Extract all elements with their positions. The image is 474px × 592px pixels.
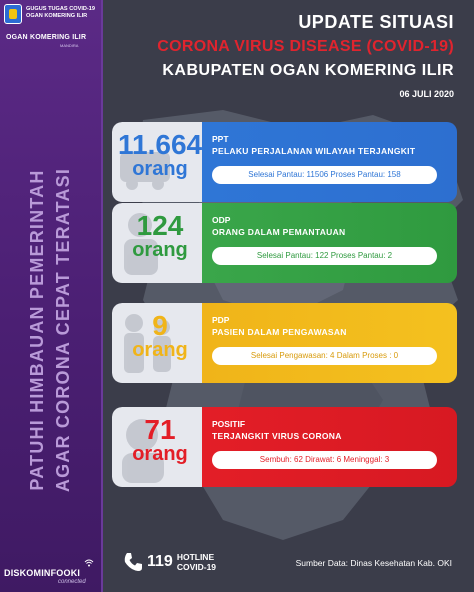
oki-logo-text: OGAN KOMERING ILIR — [6, 34, 87, 41]
stat-card-number-panel — [112, 203, 202, 283]
stat-card-info-panel — [202, 407, 457, 487]
stat-card-pdp — [112, 303, 457, 383]
phone-icon — [122, 551, 144, 573]
gugus-line-2: OGAN KOMERING ILIR — [26, 13, 88, 19]
stat-category: POSITIF — [212, 419, 246, 429]
stat-description: PELAKU PERJALANAN WILAYAH TERJANGKIT — [212, 146, 416, 156]
stat-detail: Selesai Pengawasan: 4 Dalam Proses : 0 — [212, 347, 437, 365]
report-date: 06 JULI 2020 — [399, 89, 454, 99]
stat-unit: orang — [132, 158, 188, 180]
stat-card-info-panel — [202, 203, 457, 283]
stat-unit: orang — [132, 443, 188, 465]
stat-card-number-panel — [112, 303, 202, 383]
stat-card-info-panel — [202, 303, 457, 383]
stat-detail: Sembuh: 62 Dirawat: 6 Meninggal: 3 — [212, 451, 437, 469]
stat-number: 11.664 — [118, 129, 203, 160]
appeal-vertical-text — [24, 168, 76, 492]
stat-category: ODP — [212, 215, 231, 225]
stat-number: 71 — [144, 414, 176, 445]
stat-number: 9 — [152, 310, 168, 341]
hotline-number: 119 — [147, 553, 173, 570]
stat-description: ORANG DALAM PEMANTAUAN — [212, 227, 346, 237]
gugus-line-1: GUGUS TUGAS COVID-19 — [26, 6, 95, 12]
hotline[interactable] — [122, 551, 216, 573]
stat-category: PDP — [212, 315, 230, 325]
stat-description: PASIEN DALAM PENGAWASAN — [212, 327, 347, 337]
stat-number: 124 — [136, 210, 184, 241]
wifi-icon — [84, 558, 94, 568]
stat-detail: Selesai Pantau: 11506 Proses Pantau: 158 — [212, 166, 437, 184]
stat-category: PPT — [212, 134, 229, 144]
stat-card-ppt — [112, 122, 457, 202]
stat-detail: Selesai Pantau: 122 Proses Pantau: 2 — [212, 247, 437, 265]
task-force-text — [26, 6, 95, 20]
appeal-line-2: AGAR CORONA CEPAT TERATASI — [53, 167, 73, 493]
hotline-label — [177, 552, 216, 572]
task-force-logo — [4, 4, 95, 24]
stat-unit: orang — [132, 239, 188, 261]
hotline-label-2: COVID-19 — [176, 562, 217, 572]
stat-card-odp — [112, 203, 457, 283]
stat-card-positif — [112, 407, 457, 487]
sidebar — [0, 0, 103, 592]
stat-description: TERJANGKIT VIRUS CORONA — [212, 431, 342, 441]
stat-card-number-panel — [112, 407, 202, 487]
emblem-icon — [4, 4, 22, 24]
data-source: Sumber Data: Dinas Kesehatan Kab. OKI — [295, 558, 452, 568]
oki-logo-subtext: MANDIRA — [60, 43, 79, 48]
stat-card-number-panel — [112, 122, 202, 202]
stat-unit: orang — [132, 339, 188, 361]
page-title: UPDATE SITUASI — [298, 12, 454, 32]
diskominfo-logo: DISKOMINFOOKI — [4, 568, 81, 578]
diskominfo-tagline: connected — [58, 579, 86, 585]
page-subtitle: CORONA VIRUS DISEASE (COVID-19) — [157, 38, 454, 55]
appeal-line-1: PATUHI HIMBAUAN PEMERINTAH — [27, 169, 47, 491]
stat-card-info-panel — [202, 122, 457, 202]
hotline-label-1: HOTLINE — [176, 552, 215, 562]
region-title: KABUPATEN OGAN KOMERING ILIR — [162, 62, 454, 79]
